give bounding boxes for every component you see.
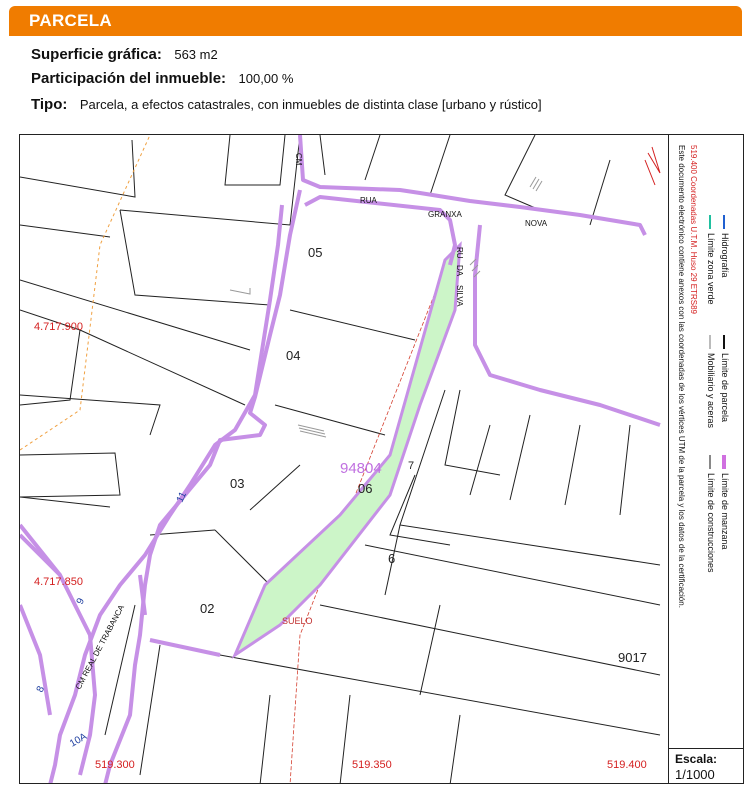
legend-hidrografia xyxy=(720,215,730,278)
street-nova: NOVA xyxy=(525,219,548,228)
road-number-9: 9 xyxy=(74,596,88,607)
legend-construcciones-label: Límite de construcciones xyxy=(706,473,716,573)
legend-note-body xyxy=(677,145,686,608)
legend-mobiliario-label: Mobiliario y aceras xyxy=(706,353,716,429)
legend-mobiliario xyxy=(706,335,716,428)
coord-x-right: 519.400 xyxy=(607,759,647,771)
street-granxa: GRANXA xyxy=(428,210,462,219)
lot-label-6: 6 xyxy=(388,551,396,566)
lot-label-02: 02 xyxy=(200,601,215,616)
scale-box xyxy=(668,748,744,784)
map-canvas xyxy=(20,135,668,784)
scale-value: 1/1000 xyxy=(675,767,715,782)
lot-label-04: 04 xyxy=(286,348,301,363)
lot-label-06: 06 xyxy=(358,481,373,496)
type-value: Parcela, a efectos catastrales, con inmuebles de distinta clase [urbano y rústico] xyxy=(79,97,542,112)
coord-y-bottom: 4.717.850 xyxy=(34,576,83,588)
legend-zona-verde-label: Límite zona verde xyxy=(706,233,716,305)
legend-rotated xyxy=(669,135,744,748)
legend-manzana-label: Límite de manzana xyxy=(720,473,730,550)
hidrografia-swatch xyxy=(723,215,725,229)
street-ru: RU xyxy=(455,247,464,259)
street-cm: CM xyxy=(294,153,303,166)
legend-zona-verde xyxy=(706,215,716,305)
legend-parcela xyxy=(720,335,730,422)
lot-label-7: 7 xyxy=(408,460,415,472)
participation-value: 100,00 % xyxy=(238,71,294,86)
suelo-label: SUELO xyxy=(282,616,313,626)
zona-verde-swatch xyxy=(709,215,711,229)
section-title: PARCELA xyxy=(29,11,113,30)
type-label: Tipo: xyxy=(31,96,68,113)
street-da: DA xyxy=(455,265,464,277)
road-number-8: 8 xyxy=(34,684,48,695)
participation-row xyxy=(31,70,293,88)
manzana-swatch xyxy=(722,455,726,469)
legend-note-text: Este documento electrónico contiene anexos con las coordenadas de los vértices UTM de la parcela y los datos de la certificación. xyxy=(677,145,686,608)
street-silva: SILVA xyxy=(455,285,464,307)
mobiliario-swatch xyxy=(709,335,711,349)
section-header xyxy=(9,6,742,36)
scale-label: Escala: xyxy=(675,752,718,766)
street-real-trabanca: CM REAL DE TRABANCA xyxy=(73,603,127,691)
coord-x-mid: 519.350 xyxy=(352,759,392,771)
legend-note xyxy=(689,145,698,314)
lot-label-05: 05 xyxy=(308,245,323,260)
surface-label: Superficie gráfica: xyxy=(31,46,162,63)
surface-value: 563 m2 xyxy=(174,47,218,62)
road-number-10a: 10A xyxy=(68,731,89,750)
surface-row xyxy=(31,46,218,64)
construcciones-swatch xyxy=(709,455,711,469)
parcela-swatch xyxy=(723,335,725,349)
coord-y-top: 4.717.900 xyxy=(34,321,83,333)
coord-x-left: 519.300 xyxy=(95,759,135,771)
lot-label-9017: 9017 xyxy=(618,650,647,665)
lot-label-03: 03 xyxy=(230,476,245,491)
legend-parcela-label: Límite de parcela xyxy=(720,353,730,423)
legend-construcciones xyxy=(706,455,716,573)
road-number-11: 11 xyxy=(174,490,190,505)
cadastral-map[interactable] xyxy=(19,134,744,784)
legend-manzana xyxy=(720,455,730,550)
map-legend xyxy=(668,135,744,748)
street-rua: RUA xyxy=(360,196,377,205)
legend-note-coords: 519.400 Coordenadas U.T.M. Huso 29 ETRS89 xyxy=(689,145,698,314)
legend-hidrografia-label: Hidrografía xyxy=(720,233,730,278)
type-row xyxy=(31,96,542,114)
parcel-reference: 94804 xyxy=(340,460,382,477)
participation-label: Participación del inmueble: xyxy=(31,70,227,87)
